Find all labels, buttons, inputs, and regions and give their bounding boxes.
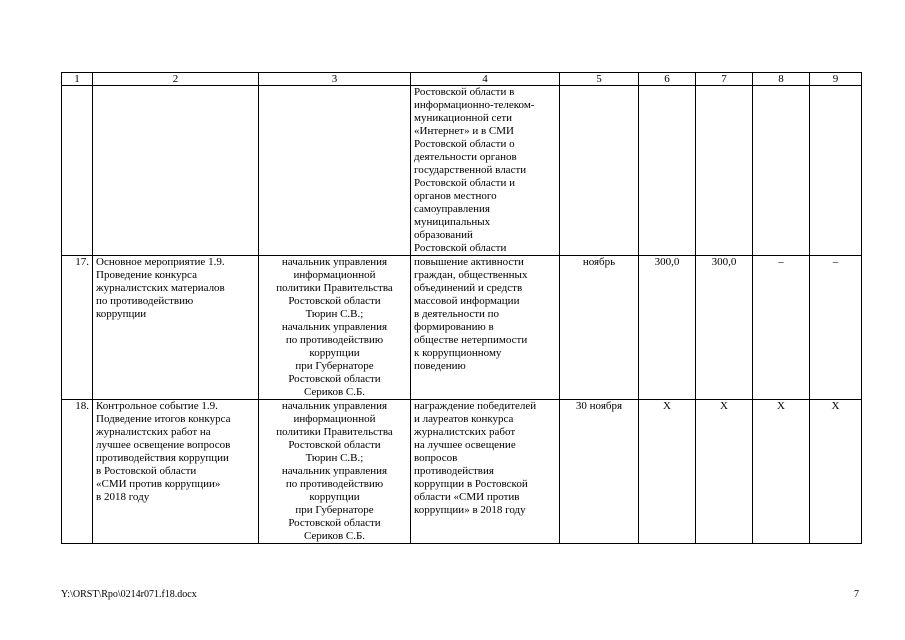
header-col-7: 7 (696, 73, 753, 86)
responsible-cell-line: информационной (293, 413, 376, 425)
event-cell-line: журналистских работ на (96, 426, 211, 438)
result-cell-line: коррупции» в 2018 году (414, 504, 526, 516)
responsible-cell-line: Сериков С.Б. (303, 530, 366, 542)
responsible-cell-line: Тюрин С.В.; (305, 308, 364, 320)
responsible-cell-line: коррупции (309, 491, 360, 503)
event-cell-line: Подведение итогов конкурса (96, 413, 231, 425)
result-cell-line: объединений и средств (414, 282, 523, 294)
table-row (62, 256, 862, 400)
responsible-cell (259, 86, 411, 256)
result-cell-line: образований (414, 229, 473, 241)
header-col-8: 8 (753, 73, 810, 86)
col6-cell: 300,0 (639, 256, 696, 400)
row-number: 18. (62, 400, 93, 544)
responsible-cell-line: Ростовской области (288, 517, 381, 529)
responsible-cell-line: начальник управления (281, 256, 388, 268)
result-cell-line: в деятельности по (414, 308, 500, 320)
col8-cell (753, 86, 810, 256)
table-header-row (62, 73, 862, 86)
event-cell-line: Контрольное событие 1.9. (96, 400, 218, 412)
event-cell-line: в Ростовской области (96, 465, 197, 477)
responsible-cell-line: начальник управления (281, 400, 388, 412)
col7-cell (696, 86, 753, 256)
term-cell (560, 86, 639, 256)
term-cell: 30 ноября (560, 400, 639, 544)
col9-cell: – (810, 256, 862, 400)
event-cell-line: Проведение конкурса (96, 269, 197, 281)
header-col-4: 4 (411, 73, 560, 86)
footer-page-number: 7 (854, 589, 859, 600)
col7-cell: X (696, 400, 753, 544)
result-cell-line: «Интернет» и в СМИ (414, 125, 514, 137)
result-cell-line: формированию в (414, 321, 494, 333)
responsible-cell-line: начальник управления (281, 465, 388, 477)
result-cell-line: области «СМИ против (414, 491, 520, 503)
event-cell (93, 86, 259, 256)
result-cell-line: противодействия (414, 465, 494, 477)
result-cell-line: самоуправления (414, 203, 490, 215)
result-cell-line: муниципальных (414, 216, 491, 228)
header-col-9: 9 (810, 73, 862, 86)
result-cell-line: повышение активности (414, 256, 524, 268)
event-cell-line: по противодействию (96, 295, 194, 307)
row-number (62, 86, 93, 256)
result-cell-line: и лауреатов конкурса (414, 413, 514, 425)
responsible-cell (259, 400, 411, 544)
result-cell-line: к коррупционному (414, 347, 502, 359)
event-cell (93, 400, 259, 544)
result-cell-line: Ростовской области о (414, 138, 515, 150)
result-cell-line: награждение победителей (414, 400, 537, 412)
table-row (62, 400, 862, 544)
event-cell-line: Основное мероприятие 1.9. (96, 256, 225, 268)
header-col-2: 2 (93, 73, 259, 86)
result-cell-line: вопросов (414, 452, 458, 464)
event-cell-line: «СМИ против коррупции» (96, 478, 221, 490)
col7-cell: 300,0 (696, 256, 753, 400)
responsible-cell-line: коррупции (309, 347, 360, 359)
col6-cell: X (639, 400, 696, 544)
responsible-cell-line: Сериков С.Б. (303, 386, 366, 398)
term-cell: ноябрь (560, 256, 639, 400)
responsible-cell-line: начальник управления (281, 321, 388, 333)
result-cell-line: на лучшее освещение (414, 439, 516, 451)
result-cell (411, 86, 560, 256)
header-col-5: 5 (560, 73, 639, 86)
responsible-cell-line: политики Правительства (276, 426, 393, 438)
result-cell-line: обществе нетерпимости (414, 334, 528, 346)
event-cell-line: в 2018 году (96, 491, 150, 503)
result-cell-line: массовой информации (414, 295, 520, 307)
responsible-cell-line: Тюрин С.В.; (305, 452, 364, 464)
responsible-cell-line: Ростовской области (288, 439, 381, 451)
table-body (62, 86, 862, 544)
col9-cell (810, 86, 862, 256)
result-cell-line: муникационной сети (414, 112, 513, 124)
event-cell-line: лучшее освещение вопросов (96, 439, 231, 451)
result-cell-line: деятельности органов (414, 151, 517, 163)
responsible-cell-line: Ростовской области (288, 373, 381, 385)
result-cell-line: Ростовской области (414, 242, 507, 254)
result-cell (411, 256, 560, 400)
responsible-cell (259, 256, 411, 400)
result-cell-line: коррупции в Ростовской (414, 478, 528, 490)
event-cell-line: противодействия коррупции (96, 452, 229, 464)
responsible-cell-line: по противодействию (285, 334, 384, 346)
event-cell (93, 256, 259, 400)
table-row (62, 86, 862, 256)
col9-cell: X (810, 400, 862, 544)
responsible-cell-line: Ростовской области (288, 295, 381, 307)
result-cell-line: Ростовской области и (414, 177, 516, 189)
plan-table (61, 72, 862, 544)
result-cell-line: граждан, общественных (414, 269, 528, 281)
result-cell (411, 400, 560, 544)
result-cell-line: государственной власти (414, 164, 527, 176)
responsible-cell-line: информационной (293, 269, 376, 281)
result-cell-line: информационно-телеком- (414, 99, 535, 111)
result-cell-line: журналистских работ (414, 426, 516, 438)
result-cell-line: Ростовской области в (414, 86, 515, 98)
event-cell-line: журналистских материалов (96, 282, 225, 294)
header-col-3: 3 (259, 73, 411, 86)
responsible-cell-line: политики Правительства (276, 282, 393, 294)
col8-cell: – (753, 256, 810, 400)
header-col-6: 6 (639, 73, 696, 86)
row-number: 17. (62, 256, 93, 400)
footer-file-path: Y:\ORST\Rpo\0214r071.f18.docx (61, 589, 197, 600)
responsible-cell-line: по противодействию (285, 478, 384, 490)
header-col-1: 1 (62, 73, 93, 86)
event-cell-line: коррупции (96, 308, 147, 320)
col6-cell (639, 86, 696, 256)
result-cell-line: поведению (414, 360, 466, 372)
col8-cell: X (753, 400, 810, 544)
result-cell-line: органов местного (414, 190, 497, 202)
responsible-cell-line: при Губернаторе (295, 504, 374, 516)
responsible-cell-line: при Губернаторе (295, 360, 374, 372)
